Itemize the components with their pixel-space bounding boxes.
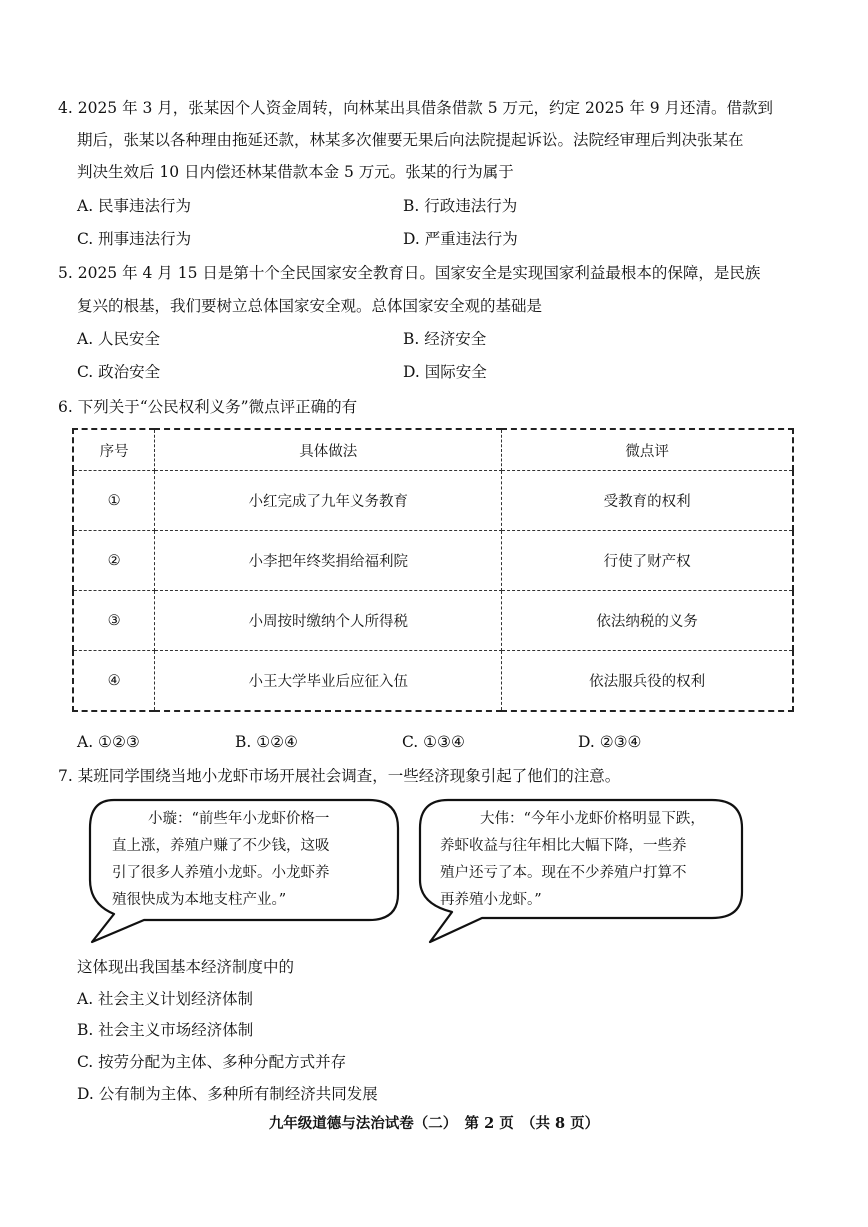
rights-table bbox=[72, 428, 794, 712]
q6-stem: 6. 下列关于“公民权利义务”微点评正确的有 bbox=[58, 398, 358, 416]
q4-option-c: C. 刑事违法行为 bbox=[77, 230, 192, 248]
q7-option-a: A. 社会主义计划经济体制 bbox=[77, 990, 254, 1008]
row-comment: 依法纳税的义务 bbox=[502, 591, 793, 651]
q5-option-d: D. 国际安全 bbox=[403, 363, 487, 381]
bubble-left-line: 引了很多人养殖小龙虾。小龙虾养 bbox=[112, 865, 330, 881]
q5-option-a: A. 人民安全 bbox=[77, 330, 161, 348]
row-comment: 行使了财产权 bbox=[502, 531, 793, 591]
bubble-left-line: 小璇：“前些年小龙虾价格一 bbox=[148, 811, 330, 827]
q4-stem-line-3: 判决生效后 10 日内偿还林某借款本金 5 万元。张某的行为属于 bbox=[77, 163, 514, 181]
q4-stem-line-1: 4. 2025 年 3 月，张某因个人资金周转，向林某出具借条借款 5 万元，约定 2025 年 9 月还清。借款到 bbox=[58, 99, 774, 117]
bubble-right-text bbox=[440, 806, 740, 914]
row-practice: 小李把年终奖捐给福利院 bbox=[155, 531, 502, 591]
row-comment: 受教育的权利 bbox=[502, 471, 793, 531]
q6-option-a: A. ①②③ bbox=[77, 733, 140, 751]
row-comment: 依法服兵役的权利 bbox=[502, 651, 793, 712]
bubble-left-line: 直上涨，养殖户赚了不少钱，这吸 bbox=[112, 838, 330, 854]
row-number: ③ bbox=[73, 591, 155, 651]
row-number: ④ bbox=[73, 651, 155, 712]
q4-option-d: D. 严重违法行为 bbox=[403, 230, 518, 248]
row-practice: 小红完成了九年义务教育 bbox=[155, 471, 502, 531]
table-row bbox=[73, 471, 793, 531]
row-practice: 小王大学毕业后应征入伍 bbox=[155, 651, 502, 712]
q7-option-b: B. 社会主义市场经济体制 bbox=[77, 1021, 254, 1039]
q6-option-b: B. ①②④ bbox=[235, 733, 298, 751]
bubble-right-line: 养虾收益与往年相比大幅下降，一些养 bbox=[440, 838, 687, 854]
q5-stem-line-1: 5. 2025 年 4 月 15 日是第十个全民国家安全教育日。国家安全是实现国家利益最根本的保障，是民族 bbox=[58, 264, 761, 282]
q7-prompt: 这体现出我国基本经济制度中的 bbox=[77, 958, 295, 976]
bubble-right-line: 大伟：“今年小龙虾价格明显下跌， bbox=[480, 811, 705, 827]
page-footer: 九年级道德与法治试卷（二） 第 2 页 （共 8 页） bbox=[268, 1115, 600, 1132]
q7-stem: 7. 某班同学围绕当地小龙虾市场开展社会调查，一些经济现象引起了他们的注意。 bbox=[58, 767, 621, 785]
row-number: ① bbox=[73, 471, 155, 531]
bubble-left-line: 殖很快成为本地支柱产业。” bbox=[112, 892, 287, 908]
header-comment: 微点评 bbox=[502, 429, 793, 471]
q4-option-b: B. 行政违法行为 bbox=[403, 197, 518, 215]
header-number: 序号 bbox=[73, 429, 155, 471]
q5-option-b: B. 经济安全 bbox=[403, 330, 487, 348]
q5-option-c: C. 政治安全 bbox=[77, 363, 161, 381]
q7-option-d: D. 公有制为主体、多种所有制经济共同发展 bbox=[77, 1085, 378, 1103]
row-practice: 小周按时缴纳个人所得税 bbox=[155, 591, 502, 651]
bubble-right-line: 殖户还亏了本。现在不少养殖户打算不 bbox=[440, 865, 687, 881]
q4-option-a: A. 民事违法行为 bbox=[77, 197, 192, 215]
table-row bbox=[73, 591, 793, 651]
q4-stem-line-2: 期后，张某以各种理由拖延还款，林某多次催要无果后向法院提起诉讼。法院经审理后判决张某在 bbox=[77, 131, 744, 149]
q5-stem-line-2: 复兴的根基，我们要树立总体国家安全观。总体国家安全观的基础是 bbox=[77, 297, 543, 315]
row-number: ② bbox=[73, 531, 155, 591]
bubble-left-text bbox=[112, 806, 392, 914]
table-header-row bbox=[73, 429, 793, 471]
q6-option-d: D. ②③④ bbox=[578, 733, 642, 751]
q7-option-c: C. 按劳分配为主体、多种分配方式并存 bbox=[77, 1053, 347, 1071]
table-row bbox=[73, 531, 793, 591]
header-practice: 具体做法 bbox=[155, 429, 502, 471]
bubble-right-line: 再养殖小龙虾。” bbox=[440, 892, 542, 908]
q6-option-c: C. ①③④ bbox=[402, 733, 465, 751]
table-row bbox=[73, 651, 793, 712]
